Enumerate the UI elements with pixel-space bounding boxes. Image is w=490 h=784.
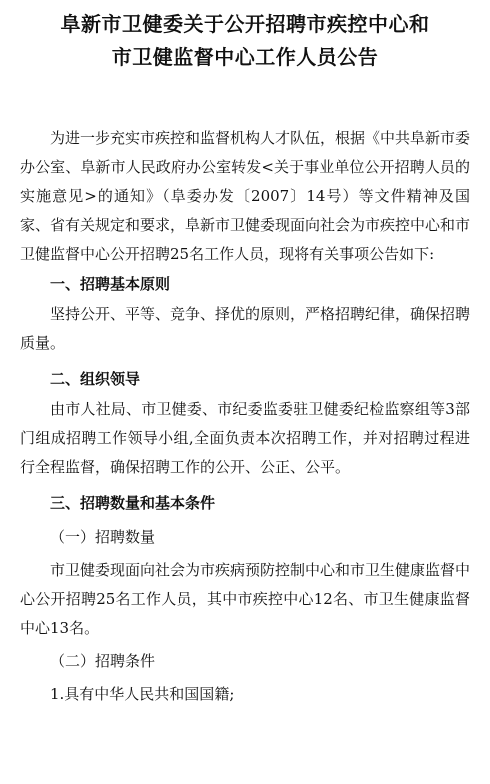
section-text-principles: 坚持公开、平等、竞争、择优的原则，严格招聘纪律，确保招聘质量。 bbox=[20, 305, 471, 352]
section-text-leadership: 由市人社局、市卫健委、市纪委监委驻卫健委纪检监察组等3部门组成招聘工作领导小组,全面负责本次招聘工作，并对招聘过程进行全程监督，确保招聘工作的公开、公正、公平。 bbox=[20, 400, 470, 476]
subsection-heading-quantity: （一）招聘数量 bbox=[50, 528, 156, 546]
title-line-1: 阜新市卫健委关于公开招聘市疾控中心和 bbox=[60, 12, 430, 36]
document-title bbox=[20, 8, 470, 74]
section-heading-principles: 一、招聘基本原则 bbox=[50, 275, 171, 293]
intro-paragraph: 为进一步充实市疾控和监督机构人才队伍，根据《中共阜新市委办公室、阜新市人民政府办公室转发<关于事业单位公开招聘人员的实施意见>的通知》（阜委办发〔2007〕14号）等文件精神及国家、省有关规定和要求，阜新市卫健委现面向社会为市疾控中心和市卫健监督中心公开招聘25名工作人员，现将有关事项公告如下: bbox=[20, 129, 471, 263]
subsection-text-quantity: 市卫健委现面向社会为市疾病预防控制中心和市卫生健康监督中心公开招聘25名工作人员，其中市疾控中心12名、市卫生健康监督中心13名。 bbox=[20, 561, 471, 637]
document-body bbox=[20, 124, 470, 709]
section-heading-leadership: 二、组织领导 bbox=[50, 370, 141, 388]
subsection-heading-conditions: （二）招聘条件 bbox=[50, 652, 156, 670]
title-line-2: 市卫健监督中心工作人员公告 bbox=[111, 45, 379, 69]
section-heading-recruitment: 三、招聘数量和基本条件 bbox=[50, 494, 216, 512]
condition-item-1: 1.具有中华人民共和国国籍; bbox=[50, 685, 235, 703]
